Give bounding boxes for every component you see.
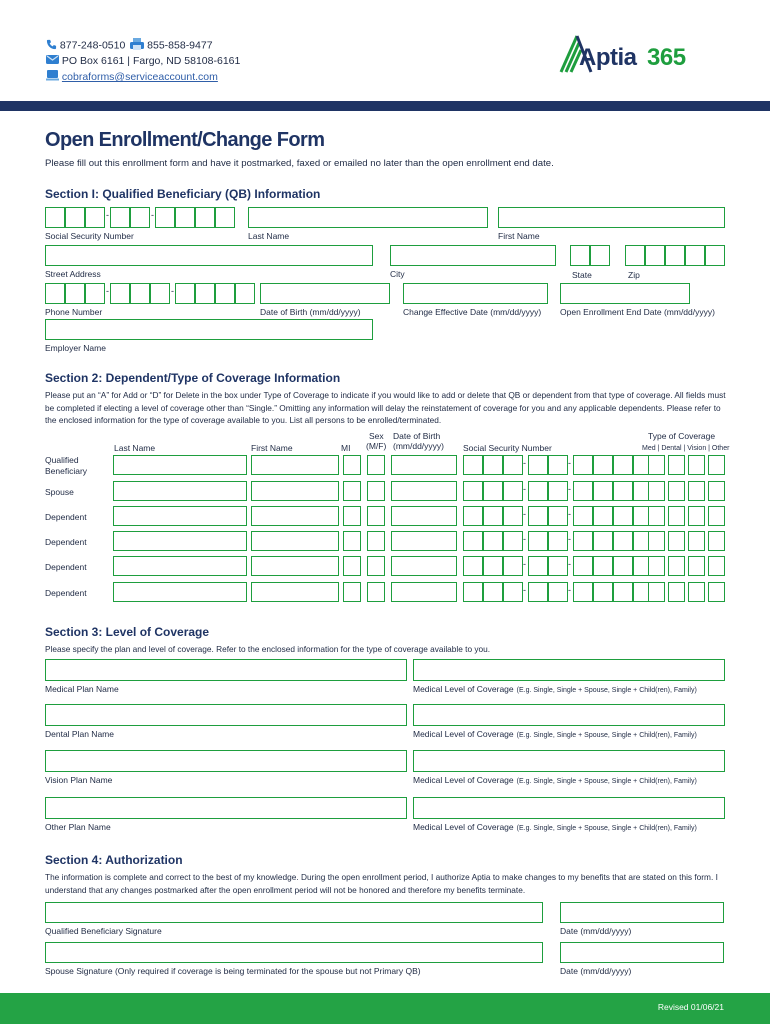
col-sex: Sex	[369, 431, 384, 441]
last-name-input[interactable]	[113, 582, 247, 602]
coverage-box[interactable]	[648, 455, 665, 475]
col-first-name: First Name	[251, 443, 293, 453]
fax-icon	[130, 38, 144, 53]
ssn-digit[interactable]	[503, 531, 523, 551]
qb-signature-label: Qualified Beneficiary Signature	[45, 926, 162, 936]
change-date-input[interactable]	[403, 283, 548, 304]
coverage-box[interactable]	[648, 481, 665, 501]
first-name-label: First Name	[498, 231, 540, 241]
dash: -	[171, 286, 174, 296]
last-name-input[interactable]	[248, 207, 488, 228]
city-input[interactable]	[390, 245, 556, 266]
coverage-box[interactable]	[708, 582, 725, 602]
col-last-name: Last Name	[114, 443, 156, 453]
coverage-level-label	[413, 684, 697, 694]
coverage-box[interactable]	[648, 506, 665, 526]
last-name-input[interactable]	[113, 556, 247, 576]
sex-input[interactable]	[367, 455, 385, 475]
ssn-digit[interactable]	[483, 531, 503, 551]
plan-name-input[interactable]	[45, 750, 407, 772]
oe-end-date-input[interactable]	[560, 283, 690, 304]
phone-digit[interactable]	[85, 283, 105, 304]
ssn-digit[interactable]	[548, 556, 568, 576]
plan-name-input[interactable]	[45, 797, 407, 819]
section1-title: Section I: Qualified Beneficiary (QB) Information	[45, 187, 321, 201]
section2-instructions: Please put an “A” for Add or “D” for Delete in the box under Type of Coverage to indicate if you would like to add or delete that QB or dependent from that type of coverage. All fields must be completed if electing a level of coverage other than “Single.” Omitting any information will delay the reinstatement of coverage for you and any applicable dependents. Please refer to the enclosed information for the type of coverage available to you. List all persons to be enrolled/terminated.	[45, 390, 726, 425]
ssn-digit[interactable]	[573, 531, 593, 551]
phone-digit[interactable]	[235, 283, 255, 304]
ssn-digit[interactable]	[528, 556, 548, 576]
ssn-digit[interactable]	[548, 455, 568, 475]
mi-input[interactable]	[343, 455, 361, 475]
ssn-digit[interactable]	[503, 582, 523, 602]
ssn-digit[interactable]	[503, 506, 523, 526]
first-name-input[interactable]	[251, 531, 339, 551]
section3-title: Section 3: Level of Coverage	[45, 625, 210, 639]
ssn-digit[interactable]	[175, 207, 195, 228]
ssn-digit[interactable]	[85, 207, 105, 228]
coverage-box[interactable]	[668, 556, 685, 576]
coverage-box[interactable]	[668, 481, 685, 501]
zip-box[interactable]	[685, 245, 705, 266]
ssn-digit[interactable]	[573, 556, 593, 576]
logo-number: 365	[647, 44, 686, 71]
contact-address	[46, 54, 240, 68]
mi-input[interactable]	[343, 481, 361, 501]
ssn-digit[interactable]	[548, 531, 568, 551]
plan-name-label: Vision Plan Name	[45, 775, 113, 785]
coverage-box[interactable]	[688, 582, 705, 602]
employer-label: Employer Name	[45, 343, 106, 353]
oe-end-label: Open Enrollment End Date (mm/dd/yyyy)	[560, 307, 715, 317]
coverage-box[interactable]	[668, 531, 685, 551]
plan-name-label: Medical Plan Name	[45, 684, 119, 694]
sex-input[interactable]	[367, 481, 385, 501]
page-title: Open Enrollment/Change Form	[45, 129, 325, 151]
header-bar	[0, 101, 770, 111]
ssn-digit[interactable]	[463, 531, 483, 551]
coverage-box[interactable]	[708, 481, 725, 501]
ssn-digit[interactable]	[593, 531, 613, 551]
dob-label: Date of Birth (mm/dd/yyyy)	[260, 307, 361, 317]
coverage-box[interactable]	[688, 481, 705, 501]
coverage-box[interactable]	[708, 556, 725, 576]
coverage-level-label	[413, 775, 697, 785]
phone-digit[interactable]	[195, 283, 215, 304]
plan-name-label: Dental Plan Name	[45, 729, 114, 739]
ssn-digit[interactable]	[613, 582, 633, 602]
dash: -	[106, 210, 109, 220]
ssn-digit[interactable]	[195, 207, 215, 228]
first-name-input[interactable]	[251, 556, 339, 576]
ssn-digit[interactable]	[463, 556, 483, 576]
ssn-digit[interactable]	[483, 455, 503, 475]
coverage-box[interactable]	[708, 455, 725, 475]
last-name-input[interactable]	[113, 481, 247, 501]
coverage-box[interactable]	[648, 531, 665, 551]
spouse-signature-input[interactable]	[45, 942, 543, 963]
phone-digit[interactable]	[175, 283, 195, 304]
sex-input[interactable]	[367, 506, 385, 526]
col-mi: MI	[341, 443, 351, 453]
ssn-digit[interactable]	[548, 582, 568, 602]
coverage-level-text: Medical Level of Coverage	[413, 729, 514, 739]
zip-box[interactable]	[645, 245, 665, 266]
row-label: Spouse	[45, 487, 74, 497]
phone-digit[interactable]	[150, 283, 170, 304]
ssn-digit[interactable]	[613, 481, 633, 501]
last-name-input[interactable]	[113, 506, 247, 526]
coverage-box[interactable]	[648, 556, 665, 576]
dob-input[interactable]	[391, 556, 457, 576]
ssn-digit[interactable]	[483, 506, 503, 526]
ssn-digit[interactable]	[613, 455, 633, 475]
dob-input[interactable]	[391, 506, 457, 526]
coverage-box[interactable]	[668, 455, 685, 475]
ssn-digit[interactable]	[503, 556, 523, 576]
ssn-digit[interactable]	[528, 531, 548, 551]
row-label: Qualified	[45, 455, 79, 465]
dash: -	[568, 458, 571, 468]
ssn-digit[interactable]	[548, 506, 568, 526]
dash: -	[568, 509, 571, 519]
coverage-level-input[interactable]	[413, 750, 725, 772]
ssn-digit[interactable]	[65, 207, 85, 228]
section4-title: Section 4: Authorization	[45, 853, 183, 867]
first-name-input[interactable]	[251, 481, 339, 501]
zip-box[interactable]	[625, 245, 645, 266]
coverage-level-text: Medical Level of Coverage	[413, 775, 514, 785]
coverage-box[interactable]	[648, 582, 665, 602]
coverage-level-hint: (E.g. Single, Single + Spouse, Single + Child(ren), Family)	[516, 687, 697, 694]
contact-phones	[46, 38, 213, 53]
zip-box[interactable]	[665, 245, 685, 266]
ssn-digit[interactable]	[463, 506, 483, 526]
logo-text: Aptia	[579, 44, 637, 71]
section4-text: The information is complete and correct to the best of my knowledge. During the open enrollment period, I authorize Aptia to make changes to my benefits that are stated on this form. I understand that any changes postmarked after the open enrollment period will not be honored and therefore my benefits terminate.	[45, 872, 718, 895]
ssn-digit[interactable]	[45, 207, 65, 228]
coverage-box[interactable]	[668, 582, 685, 602]
phone-digit[interactable]	[130, 283, 150, 304]
spouse-signature-label: Spouse Signature (Only required if coverage is being terminated for the spouse but not Primary QB)	[45, 966, 421, 976]
ssn-digit[interactable]	[463, 582, 483, 602]
intro-text: Please fill out this enrollment form and have it postmarked, faxed or emailed no later than the open enrollment end date.	[45, 158, 554, 169]
ssn-digit[interactable]	[463, 481, 483, 501]
coverage-level-input[interactable]	[413, 704, 725, 726]
first-name-input[interactable]	[251, 455, 339, 475]
ssn-label: Social Security Number	[45, 231, 134, 241]
ssn-digit[interactable]	[593, 481, 613, 501]
change-date-label: Change Effective Date (mm/dd/yyyy)	[403, 307, 542, 317]
phone-digit[interactable]	[65, 283, 85, 304]
date1-input[interactable]	[560, 902, 724, 923]
dob-input[interactable]	[391, 582, 457, 602]
footer-bar	[0, 993, 770, 1024]
city-label: City	[390, 269, 405, 279]
col-coverage-sub: Med | Dental | Vision | Other	[642, 445, 730, 452]
dash: -	[523, 585, 526, 595]
dash: -	[523, 484, 526, 494]
ssn-digit[interactable]	[155, 207, 175, 228]
dash: -	[568, 585, 571, 595]
sex-input[interactable]	[367, 582, 385, 602]
ssn-digit[interactable]	[483, 481, 503, 501]
coverage-level-label	[413, 729, 697, 739]
coverage-level-label	[413, 822, 697, 832]
dash: -	[568, 484, 571, 494]
coverage-box[interactable]	[688, 506, 705, 526]
ssn-digit[interactable]	[130, 207, 150, 228]
mi-input[interactable]	[343, 556, 361, 576]
first-name-input[interactable]	[251, 506, 339, 526]
dob-input[interactable]	[391, 455, 457, 475]
state-box[interactable]	[590, 245, 610, 266]
first-name-input[interactable]	[251, 582, 339, 602]
dob-input[interactable]	[391, 531, 457, 551]
col-dob-sub: (mm/dd/yyyy)	[393, 441, 444, 451]
ssn-digit[interactable]	[503, 455, 523, 475]
plan-name-input[interactable]	[45, 659, 407, 681]
phone-digit[interactable]	[215, 283, 235, 304]
ssn-digit[interactable]	[503, 481, 523, 501]
coverage-box[interactable]	[708, 506, 725, 526]
ssn-digit[interactable]	[110, 207, 130, 228]
state-box[interactable]	[570, 245, 590, 266]
mi-input[interactable]	[343, 582, 361, 602]
dash: -	[523, 458, 526, 468]
phone-icon	[46, 39, 57, 53]
qb-signature-input[interactable]	[45, 902, 543, 923]
plan-name-input[interactable]	[45, 704, 407, 726]
ssn-digit[interactable]	[483, 582, 503, 602]
col-sex-sub: (M/F)	[366, 441, 387, 451]
coverage-level-text: Medical Level of Coverage	[413, 822, 514, 832]
row-label: Dependent	[45, 562, 87, 572]
dash: -	[523, 534, 526, 544]
coverage-level-hint: (E.g. Single, Single + Spouse, Single + Child(ren), Family)	[516, 732, 697, 739]
ssn-digit[interactable]	[613, 556, 633, 576]
state-label: State	[572, 270, 592, 280]
ssn-digit[interactable]	[593, 556, 613, 576]
ssn-digit[interactable]	[483, 556, 503, 576]
ssn-digit[interactable]	[548, 481, 568, 501]
mi-input[interactable]	[343, 531, 361, 551]
aptia-logo	[557, 32, 717, 76]
dob-input[interactable]	[391, 481, 457, 501]
coverage-level-text: Medical Level of Coverage	[413, 684, 514, 694]
ssn-digit[interactable]	[573, 506, 593, 526]
coverage-level-input[interactable]	[413, 797, 725, 819]
ssn-digit[interactable]	[573, 455, 593, 475]
contact-email	[46, 70, 218, 84]
dash: -	[106, 286, 109, 296]
dob-input[interactable]	[260, 283, 390, 304]
email-link[interactable]: cobraforms@serviceaccount.com	[61, 70, 218, 83]
col-dob: Date of Birth	[393, 431, 441, 441]
fax-number[interactable]: 855-858-9477	[147, 39, 213, 52]
ssn-digit[interactable]	[528, 582, 548, 602]
row-label: Dependent	[45, 512, 87, 522]
dash: -	[568, 534, 571, 544]
dash: -	[523, 509, 526, 519]
ssn-digit[interactable]	[593, 455, 613, 475]
ssn-digit[interactable]	[528, 455, 548, 475]
row-label-line2: Beneficiary	[45, 466, 88, 476]
mi-input[interactable]	[343, 506, 361, 526]
coverage-level-hint: (E.g. Single, Single + Spouse, Single + Child(ren), Family)	[516, 778, 697, 785]
zip-box[interactable]	[705, 245, 725, 266]
phone-number[interactable]: 877-248-0510	[59, 39, 126, 52]
phone-digit[interactable]	[45, 283, 65, 304]
row-label: Dependent	[45, 588, 87, 598]
ssn-digit[interactable]	[613, 506, 633, 526]
ssn-digit[interactable]	[215, 207, 235, 228]
section3-instructions: Please specify the plan and level of coverage. Refer to the enclosed information for the type of coverage available to you.	[45, 644, 491, 654]
first-name-input[interactable]	[498, 207, 725, 228]
ssn-digit[interactable]	[528, 506, 548, 526]
phone-label: Phone Number	[45, 307, 103, 317]
date2-input[interactable]	[560, 942, 724, 963]
date2-label: Date (mm/dd/yyyy)	[560, 966, 632, 976]
sex-input[interactable]	[367, 556, 385, 576]
computer-icon	[46, 70, 59, 84]
mailbox-icon	[46, 54, 59, 68]
revised-date: Revised 01/06/21	[657, 1002, 724, 1012]
coverage-box[interactable]	[688, 556, 705, 576]
col-coverage: Type of Coverage	[648, 431, 716, 441]
coverage-level-input[interactable]	[413, 659, 725, 681]
last-name-input[interactable]	[113, 531, 247, 551]
section2-title: Section 2: Dependent/Type of Coverage Information	[45, 371, 341, 385]
last-name-label: Last Name	[248, 231, 290, 241]
plan-name-label: Other Plan Name	[45, 822, 111, 832]
ssn-digit[interactable]	[593, 506, 613, 526]
row-label: Dependent	[45, 537, 87, 547]
dash: -	[523, 559, 526, 569]
date1-label: Date (mm/dd/yyyy)	[560, 926, 632, 936]
ssn-digit[interactable]	[593, 582, 613, 602]
ssn-digit[interactable]	[613, 531, 633, 551]
sex-input[interactable]	[367, 531, 385, 551]
dash: -	[568, 559, 571, 569]
mailing-address: PO Box 6161 | Fargo, ND 58108-6161	[61, 54, 241, 67]
ssn-digit[interactable]	[573, 582, 593, 602]
coverage-box[interactable]	[688, 531, 705, 551]
coverage-box[interactable]	[688, 455, 705, 475]
phone-digit[interactable]	[110, 283, 130, 304]
last-name-input[interactable]	[113, 455, 247, 475]
col-ssn: Social Security Number	[463, 443, 552, 453]
coverage-level-hint: (E.g. Single, Single + Spouse, Single + Child(ren), Family)	[516, 825, 697, 832]
dash: -	[151, 210, 154, 220]
street-label: Street Address	[45, 269, 101, 279]
coverage-box[interactable]	[668, 506, 685, 526]
ssn-digit[interactable]	[573, 481, 593, 501]
ssn-digit[interactable]	[463, 455, 483, 475]
zip-label: Zip	[628, 270, 640, 280]
street-address-input[interactable]	[45, 245, 373, 266]
ssn-digit[interactable]	[528, 481, 548, 501]
coverage-box[interactable]	[708, 531, 725, 551]
employer-name-input[interactable]	[45, 319, 373, 340]
